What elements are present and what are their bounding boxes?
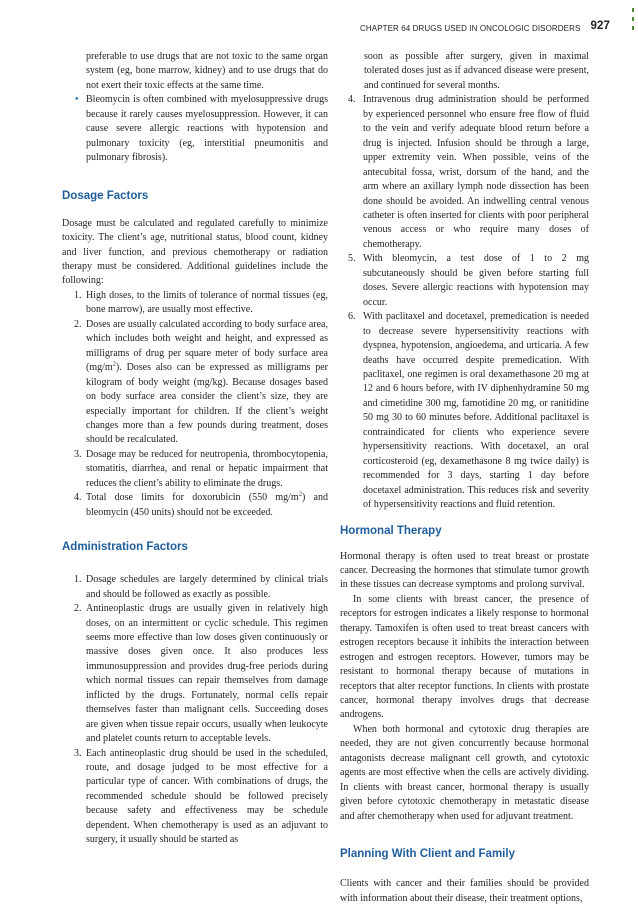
list-number: 6. — [348, 311, 356, 323]
administration-list-item — [62, 747, 328, 848]
list-text: Total dose limits for doxorubicin (550 mg/m — [86, 492, 299, 504]
right-column — [340, 50, 589, 906]
bullet-text: Bleomycin is often combined with myelosuppressive drugs because it rarely causes myelosuppression. However, it can cause severe allergic reactions with hypotension and pulmonary toxicity (eg, interstitial pneumonitis and pulmonary fibrosis). — [86, 94, 328, 164]
superscript: 2 — [112, 360, 116, 368]
list-text: Dosage may be reduced for neutropenia, thrombocytopenia, stomatitis, diarrhea, and renal or hepatic impairment that reduces the client’s ability to eliminate the drugs. — [86, 448, 328, 489]
dosage-intro-paragraph: Dosage must be calculated and regulated carefully to minimize toxicity. The client’s age, nutritional status, blood count, kidney and liver function, and previous chemotherapy or radiation therapy must be considered. Additional guidelines include the following: — [62, 217, 328, 287]
list-number: 4. — [74, 492, 82, 504]
bullet-item-bleomycin — [62, 93, 328, 165]
continuation-paragraph: soon as possible after surgery, given in maximal tolerated doses just as if advanced disease were present, and continued for several months. — [364, 51, 589, 91]
administration-list-item — [62, 602, 328, 747]
list-text: ) and bleomycin (450 units) should not be exceeded. — [86, 492, 328, 518]
list-text: With bleomycin, a test dose of 1 to 2 mg subcutaneously should be given before starting full doses. Severe allergic reactions with hypotension may occur. — [363, 253, 589, 308]
chapter-title: CHAPTER 64 DRUGS USED IN ONCOLOGIC DISORDERS — [360, 24, 581, 33]
dosage-list-item — [62, 491, 328, 520]
heading-hormonal-therapy: Hormonal Therapy — [340, 524, 442, 537]
bullet-icon: • — [75, 94, 79, 106]
hormonal-paragraph: In some clients with breast cancer, the presence of receptors for estrogen indicates a likely response to hormonal therapy. Tamoxifen is often used to treat breast cancers with estrogen receptors because it inhibits the interaction between estrogen and estrogen receptors. However, tumors may be resistant to hormonal therapy because of mutations in receptors that alter receptor functions. In clients with prostate cancer, hormonal therapy involves drugs that decrease androgens. — [340, 593, 589, 721]
heading-planning-with-client: Planning With Client and Family — [340, 848, 515, 861]
superscript: 2 — [298, 490, 302, 498]
list-text: Antineoplastic drugs are usually given in relatively high doses, on an intermittent or cyclic schedule. This regimen seems more effective than low doses given continuously or massive doses given once. It also produces less immunosuppression and provides drug-free periods during which normal tissues can repair themselves from damage inflicted by the drugs. Fortunately, normal cells repair themselves faster than malignant cells. Succeeding doses are given when tissue repair occurs, usually when leukocyte and platelet counts return to acceptable levels. — [86, 603, 328, 745]
list-number: 3. — [74, 747, 82, 759]
hormonal-paragraph: Hormonal therapy is often used to treat breast or prostate cancer. Decreasing the hormones that stimulate tumor growth in these tissues can decrease symptoms and prolong survival. — [340, 550, 589, 591]
list-number: 3. — [74, 448, 82, 460]
dosage-list-item — [62, 289, 328, 318]
dosage-list-item — [62, 318, 328, 448]
edge-tab-marks — [632, 8, 635, 38]
list-text: Dosage schedules are largely determined by clinical trials and should be followed as exactly as possible. — [86, 574, 328, 600]
heading-administration-factors: Administration Factors — [62, 541, 188, 554]
list-number: 5. — [348, 253, 356, 265]
dosage-list-item — [62, 448, 328, 491]
list-text: ). Doses also can be expressed as milligrams per kilogram of body weight (mg/kg). Because dosages based on body surface area consider the client’s size, they are especially important for children. If the client’s weight changes more than a few pounds during treatment, doses should be recalculated. — [86, 362, 328, 446]
administration-list-item — [340, 252, 589, 310]
list-number: 1. — [74, 574, 82, 586]
list-number: 2. — [74, 318, 82, 330]
heading-dosage-factors: Dosage Factors — [62, 189, 149, 202]
left-column — [62, 50, 328, 848]
running-header — [360, 20, 618, 38]
continuation-paragraph: preferable to use drugs that are not toxic to the same organ system (eg, bone marrow, kidney) and to use drugs that do not exert their toxic effects at the same time. — [86, 51, 328, 91]
page-number: 927 — [590, 20, 610, 32]
list-text: High doses, to the limits of tolerance of normal tissues (eg, bone marrow), are usually most effective. — [86, 289, 328, 316]
list-number: 2. — [74, 603, 82, 615]
administration-list-item — [340, 93, 589, 252]
list-text: Intravenous drug administration should be performed by experienced personnel who ensure free flow of fluid to the vein and verify adequate blood return before a drug is injected. Infusion should be through a large, upper extremity vein. When possible, veins of the antecubital fossa, wrist, dorsum of the hand, and the arm where an axillary lymph node dissection has been done should be avoided. An indwelling central venous catheter is often inserted for clients with poor peripheral venous access or who require many doses of chemotherapy. — [363, 94, 589, 250]
list-text: With paclitaxel and docetaxel, premedication is needed to decrease severe hypersensitivity reactions with dyspnea, hypotension, angioedema, and urticaria. A few deaths have occurred despite premedication. With paclitaxel, one regimen is oral dexamethasone 20 mg at 12 and 6 hours before, with IV diphenhydramine 50 mg and cimetidine 300 mg, famotidine 20 mg, or ranitidine 50 mg 30 to 60 minutes before. Additional paclitaxel is contraindicated for clients who experience severe hypersensitivity reactions. With docetaxel, an oral corticosteroid (eg, dexamethasone 8 mg twice daily) is recommended for 3 days, starting 1 day before docetaxel administration. This reduces risk and severity of hypersensitivity reactions and fluid retention. — [363, 311, 589, 511]
list-text: Each antineoplastic drug should be used in the scheduled, route, and dosage judged to be most effective for a particular type of cancer. With combinations of drugs, the recommended schedule should be followed precisely because safety and effectiveness may be schedule dependent. When chemotherapy is used as an adjuvant to surgery, it usually should be started as — [86, 747, 328, 846]
list-text: Doses are usually calculated according to body surface area, which includes both weight and height, and expressed as milligrams of drug per square meter of body surface area (mg/m — [86, 318, 328, 374]
hormonal-paragraph: When both hormonal and cytotoxic drug therapies are needed, they are not given concurrently because hormonal antagonists decrease malignant cell growth, and cytotoxic agents are most effective when the cells are actively dividing. In clients with breast cancer, hormonal therapy is usually given before cytotoxic chemotherapy in metastatic disease and after chemotherapy when used for adjuvant treatment. — [340, 723, 589, 822]
list-number: 4. — [348, 94, 356, 106]
planning-paragraph: Clients with cancer and their families should be provided with information about their disease, their treatment options, — [340, 878, 589, 904]
administration-list-item — [340, 310, 589, 512]
administration-list-item — [62, 573, 328, 602]
list-number: 1. — [74, 289, 82, 301]
